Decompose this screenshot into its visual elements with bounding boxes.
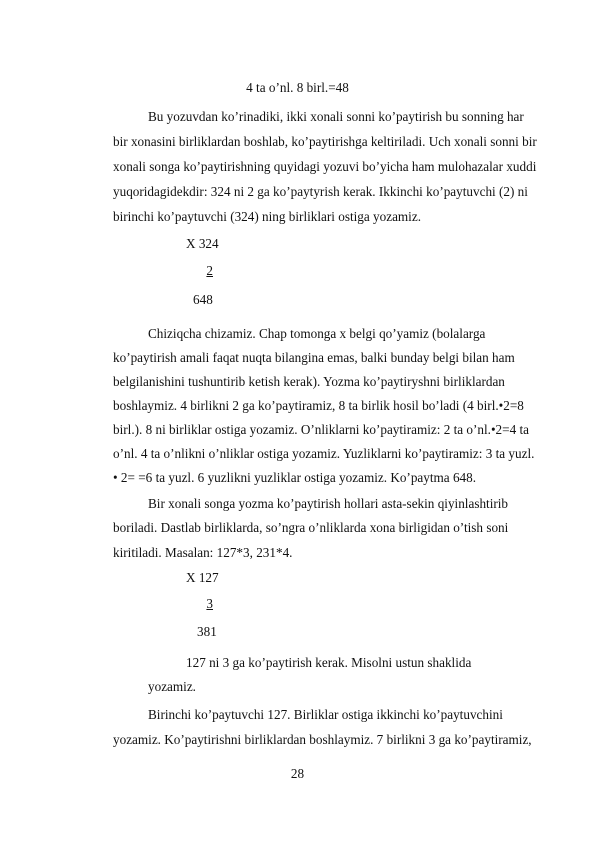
paragraph-line: ko’paytirish amali faqat nuqta bilangina emas, balki bunday belgi bilan ham	[113, 350, 515, 365]
paragraph-line: kiritiladi. Masalan: 127*3, 231*4.	[113, 545, 293, 560]
page-number: 28	[290, 766, 305, 781]
paragraph-line: birl.). 8 ni birliklar ostiga yozamiz. O’nliklarni ko’paytiramiz: 2 ta o’nl.•2=4 ta	[113, 422, 529, 437]
paragraph-line: Birinchi ko’paytuvchi 127. Birliklar ostiga ikkinchi ko’paytuvchini	[148, 707, 503, 722]
multiplication-first-factor: X 324	[186, 236, 219, 251]
paragraph-line: 127 ni 3 ga ko’paytirish kerak. Misolni ustun shaklida	[186, 655, 472, 670]
paragraph-line: boshlaymiz. 4 birlikni 2 ga ko’paytiramiz, 8 ta birlik hosil bo’ladi (4 birl.•2=8	[113, 398, 524, 413]
paragraph-line: belgilanishini tushuntirib ketish kerak). Yozma ko’paytiryshni birliklardan	[113, 374, 505, 389]
paragraph-line: yozamiz. Ko’paytirishni birliklardan boshlaymiz. 7 birlikni 3 ga ko’paytiramiz,	[113, 732, 532, 747]
paragraph-line: birinchi ko’paytuvchi (324) ning birliklari ostiga yozamiz.	[113, 209, 422, 224]
multiplication-result: 648	[193, 292, 213, 307]
paragraph-line: xonali songa ko’paytirishning quyidagi yozuvi bo’yicha ham mulohazalar xuddi	[113, 159, 537, 174]
multiplication-second-factor: 3	[206, 596, 213, 611]
paragraph-line: bir xonasini birliklardan boshlab, ko’paytirishga keltiriladi. Uch xonali sonni bir	[113, 134, 537, 149]
paragraph-line: Bu yozuvdan ko’rinadiki, ikki xonali sonni ko’paytirish bu sonning har	[148, 109, 524, 124]
paragraph-line: Chiziqcha chizamiz. Chap tomonga x belgi qo’yamiz (bolalarga	[148, 326, 486, 341]
multiplication-result: 381	[197, 624, 217, 639]
paragraph-line: yozamiz.	[148, 679, 196, 694]
paragraph-line: boriladi. Dastlab birliklarda, so’ngra o’nliklarda xona birligidan o’tish soni	[113, 520, 509, 535]
paragraph-line: o’nl. 4 ta o’nlikni o’nliklar ostiga yozamiz. Yuzliklarni ko’paytiramiz: 3 ta yuzl.	[113, 446, 535, 461]
multiplication-first-factor: X 127	[186, 570, 219, 585]
paragraph-line: • 2= =6 ta yuzl. 6 yuzlikni yuzliklar ostiga yozamiz. Ko’paytma 648.	[113, 470, 477, 485]
equation-line: 4 ta o’nl. 8 birl.=48	[246, 80, 349, 95]
multiplication-second-factor: 2	[206, 263, 213, 278]
paragraph-line: yuqoridagidekdir: 324 ni 2 ga ko’paytyrish kerak. Ikkinchi ko’paytuvchi (2) ni	[113, 184, 528, 199]
paragraph-line: Bir xonali songa yozma ko’paytirish hollari asta-sekin qiyinlashtirib	[148, 496, 509, 511]
